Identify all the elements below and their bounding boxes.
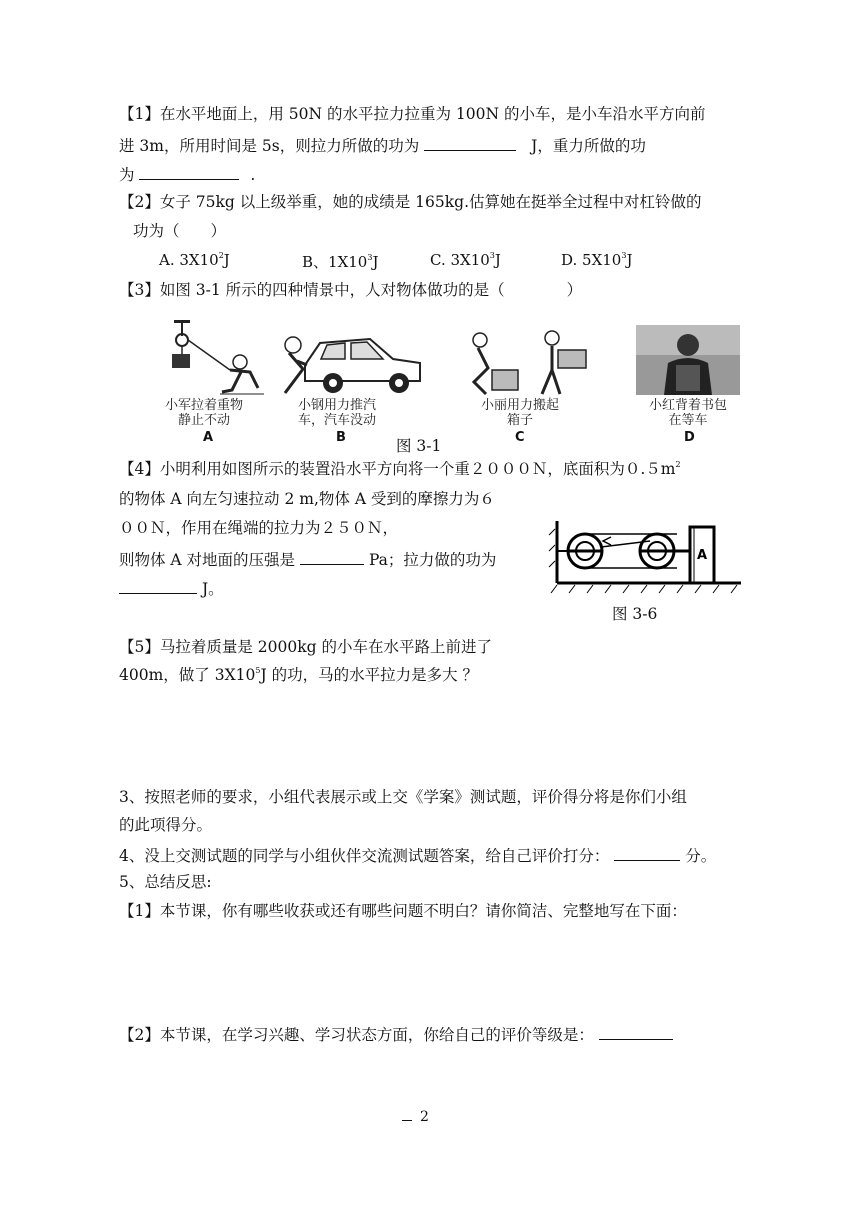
figure-a-letter: A	[203, 430, 214, 445]
q1-line3	[119, 163, 255, 185]
q2-option-c-unit: J	[494, 251, 501, 269]
section5-item2-text: 【2】本节课，在学习兴趣、学习状态方面，你给自己的评价等级是：	[119, 1026, 594, 1044]
q2-option-c[interactable]	[430, 251, 501, 269]
q1-line2-text: 进 3m，所用时间是 5s，则拉力所做的功为	[119, 137, 420, 155]
section4-score-blank[interactable]	[614, 844, 680, 861]
q4-line1-exp: 2	[675, 460, 681, 469]
q4-line1-text: 【4】小明利用如图所示的装置沿水平方向将一个重２０００Ｎ，底面积为０.５m	[119, 460, 676, 478]
q2-option-a-exp: 2	[218, 251, 224, 260]
q2-option-b-unit: J	[372, 253, 379, 271]
figure-d-letter: D	[684, 430, 695, 445]
q5-line2-tail: J 的功，马的水平拉力是多大 ？	[260, 666, 479, 684]
q1-line2-tail: J，重力所做的功	[531, 137, 646, 155]
q2-option-a-unit: J	[223, 251, 230, 269]
q2-option-c-base: C. 3X10	[430, 251, 490, 269]
q3-line1: 【3】如图 3-1 所示的四种情景中，人对物体做功的是（ ）	[119, 281, 583, 299]
q5-line2-text: 400m，做了 3X10	[119, 666, 256, 684]
q2-option-d-base: D. 5X10	[561, 251, 622, 269]
figure-d-caption: 小红背着书包在等车	[648, 398, 727, 428]
figure-3-1-label: 图 3-1	[396, 437, 442, 455]
figure-c-caption: 小丽用力搬起箱子	[480, 398, 559, 428]
q4-line4-tail: Pa；拉力做的功为	[368, 551, 497, 569]
q2-option-d-exp: 3	[621, 251, 627, 260]
page-number-dash	[402, 1110, 412, 1121]
q1-line3-end: .	[250, 166, 256, 184]
figure-d-backpack-waiting-illustration	[636, 325, 740, 395]
q1-line3-text: 为	[119, 166, 135, 184]
section4-line	[119, 844, 716, 866]
figure-b-letter: B	[336, 430, 346, 445]
section4-text: 4、没上交测试题的同学与小组伙伴交流测试题答案，给自己评价打分：	[119, 847, 610, 865]
section5-item2	[119, 1023, 673, 1045]
q1-answer-blank-work[interactable]	[424, 134, 516, 151]
q4-line5-text: J。	[201, 580, 224, 598]
q5-line2-exp: 5	[255, 666, 261, 675]
q4-answer-blank-work[interactable]	[119, 577, 197, 594]
q2-option-b[interactable]	[302, 251, 378, 272]
q1-answer-blank-gravity-work[interactable]	[139, 163, 239, 180]
section5-item1: 【1】本节课，你有哪些收获或还有哪些问题不明白？请你简洁、完整地写在下面：	[119, 902, 687, 920]
q2-option-c-exp: 3	[489, 251, 495, 260]
section4-tail: 分。	[685, 847, 717, 865]
q2-option-d[interactable]	[561, 251, 632, 269]
q4-line3: ００Ｎ，作用在绳端的拉力为２５０Ｎ，	[119, 519, 399, 537]
q5-line2	[119, 665, 478, 685]
q2-option-b-base: B、1X10	[302, 253, 368, 271]
page-number-value: 2	[420, 1109, 429, 1125]
q4-line5	[119, 577, 224, 599]
figure-c-lifting-box-illustration	[460, 330, 595, 398]
q2-line1: 【2】女子 75kg 以上级举重，她的成绩是 165kg.估算她在挺举全过程中对杠铃做的	[119, 193, 702, 211]
q4-line4	[119, 548, 496, 570]
section5-heading: 5、总结反思:	[119, 873, 212, 891]
q2-option-b-exp: 3	[367, 253, 373, 262]
section3-line1: 3、按照老师的要求，小组代表展示或上交《学案》测试题，评价得分将是你们小组	[119, 788, 687, 806]
section3-line2: 的此项得分。	[119, 816, 213, 834]
q4-line4-text: 则物体 A 对地面的压强是	[119, 551, 296, 569]
page-number	[402, 1107, 429, 1127]
q1-line1: 【1】在水平地面上，用 50N 的水平拉力拉重为 100N 的小车，是小车沿水平方向前	[119, 105, 706, 123]
figure-a-caption: 小军拉着重物静止不动	[164, 398, 243, 428]
figure-3-6-label: 图 3-6	[612, 605, 658, 623]
figure-3-6-pulley-diagram	[545, 519, 745, 597]
figure-3-6-block-letter: A	[696, 548, 708, 563]
figure-b-pushing-car-illustration	[275, 325, 425, 397]
q2-line2: 功为（ ）	[133, 222, 227, 240]
figure-c-letter: C	[515, 430, 525, 445]
q2-option-a[interactable]	[159, 251, 230, 269]
q4-answer-blank-pressure[interactable]	[300, 548, 364, 565]
q1-line2	[119, 134, 646, 156]
q4-line1	[119, 459, 681, 479]
q4-line2: 的物体 A 向左匀速拉动 2 m,物体 A 受到的摩擦力为６	[119, 490, 495, 508]
figure-a-pulling-weight-illustration	[160, 318, 270, 398]
q5-line1: 【5】马拉着质量是 2000kg 的小车在水平路上前进了	[119, 638, 492, 656]
q2-option-d-unit: J	[626, 251, 633, 269]
section5-self-rating-blank[interactable]	[599, 1023, 673, 1040]
figure-b-caption: 小钢用力推汽车，汽车没动	[297, 398, 376, 428]
q2-option-a-base: A. 3X10	[159, 251, 219, 269]
